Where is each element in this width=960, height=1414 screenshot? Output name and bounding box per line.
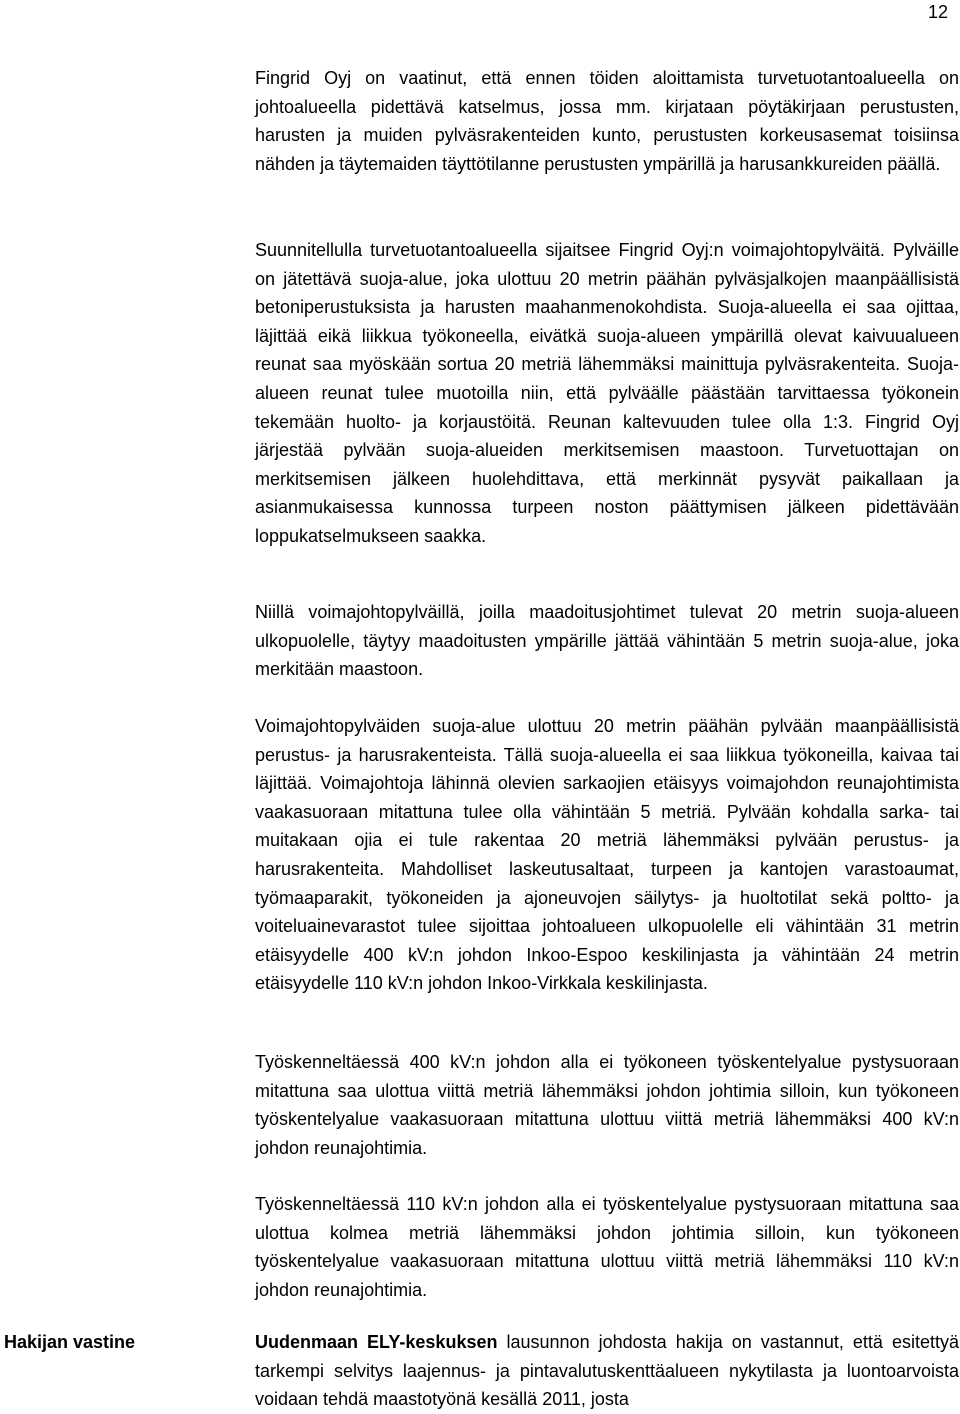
ely-keskus-lead: Uudenmaan ELY-keskuksen	[255, 1332, 498, 1352]
paragraph-katselmus: Fingrid Oyj on vaatinut, että ennen töiden aloittamista turvetuotantoalueella on johtoalueella pidettävä katselmus, jossa mm. kirjataan pöytäkirjaan perustusten, harusten ja muiden pylväsrakenteiden kunto, perustusten korkeusasemat toisiinsa nähden ja täytemaiden täyttötilanne perustusten ympärillä ja harusankkureiden päällä.	[255, 68, 959, 174]
paragraph-voimajohtopylvaat: Voimajohtopylväiden suoja-alue ulottuu 20 metrin päähän pylvään maanpäällisistä perustus- ja harusrakenteista. Tällä suoja-alueella ei saa liikkua työkoneilla, kaivaa tai läjittää. Voimajohtoja lähinnä olevien sarkaojien etäisyys voimajohdon reunajohtimista vaakasuoraan mitattuna tulee olla vähintään 5 metriä. Pylvään kohdalla sarka- tai muitakaan ojia ei tule rakentaa 20 metriä lähemmäksi pylvään perustus- ja harusrakenteita. Mahdolliset laskeutusaltaat, turpeen ja kantojen varastoaumat, työmaaparakit, työkoneiden ja ajoneuvojen säilytys- ja huoltotilat sekä poltto- ja voiteluainevarastot tulee sijoittaa johtoalueen ulkopuolelle eli vähintään 31 metrin etäisyydelle 400 kV:n johdon Inkoo-Espoo keskilinjasta ja vähintään 24 metrin etäisyydelle 110 kV:n johdon Inkoo-Virkkala keskilinjasta.	[255, 716, 959, 994]
paragraph-suoja-alue: Suunnitellulla turvetuotantoalueella sijaitsee Fingrid Oyj:n voimajohtopylväitä. Pylväille on jätettävä suoja-alue, joka ulottuu 20 metrin päähän pylväsjalkojen maanpäällisistä betoniperustuksista ja harusten maahanmenokohdista. Suoja-alueella ei saa ojittaa, läjittää eikä liikkua työkoneella, eivätkä suoja-alueen ympärillä olevat kaivuualueen reunat saa myöskään sortua 20 metriä lähemmäksi mainittuja pylväsrakenteita. Suoja-alueen reunat tulee muotoilla niin, että pylväälle päästään tarvittaessa työkonein tekemään huolto- ja korjaustöitä. Reunan kaltevuuden tulee olla 1:3. Fingrid Oyj järjestää pylvään suoja-alueiden merkitsemisen maastoon. Turvetuottajan on merkitsemisen jälkeen huolehdittava, että merkinnät pysyvät paikallaan ja asianmukaisessa kunnossa turpeen noston päättymisen jälkeen pidettävään loppukatselmukseen saakka.	[255, 240, 959, 546]
section-label-hakijan-vastine: Hakijan vastine	[4, 1332, 136, 1352]
page-number: 12	[927, 2, 948, 22]
paragraph-110kv: Työskenneltäessä 110 kV:n johdon alla ei työskentelyalue pystysuoraan mitattuna saa ulottua kolmea metriä lähemmäksi johdon johtimia silloin, kun työkoneen työskentelyalue vaakasuoraan mitattuna ulottuu viittä metriä lähemmäksi 110 kV:n johdon reunajohtimia.	[255, 1194, 959, 1300]
paragraph-hakijan-vastine	[255, 1328, 959, 1414]
response-text: lausunnon johdosta hakija on vastannut, että esitettyä tarkempi selvitys laajennus- ja pintavalutuskenttäalueen nykytilasta ja luontoarvoista voidaan tehdä maastotyönä kesällä 2011, josta	[255, 1332, 959, 1410]
paragraph-maadoitus: Niillä voimajohtopylväillä, joilla maadoitusjohtimet tulevat 20 metrin suoja-alueen ulkopuolelle, täytyy maadoitusten ympärille jättää vähintään 5 metrin suoja-alue, joka merkitään maastoon.	[255, 602, 959, 680]
paragraph-400kv: Työskenneltäessä 400 kV:n johdon alla ei työkoneen työskentelyalue pystysuoraan mitattuna saa ulottua viittä metriä lähemmäksi johdon johtimia silloin, kun työkoneen työskentelyalue vaakasuoraan mitattuna ulottuu viittä metriä lähemmäksi 400 kV:n johdon reunajohtimia.	[255, 1052, 959, 1158]
